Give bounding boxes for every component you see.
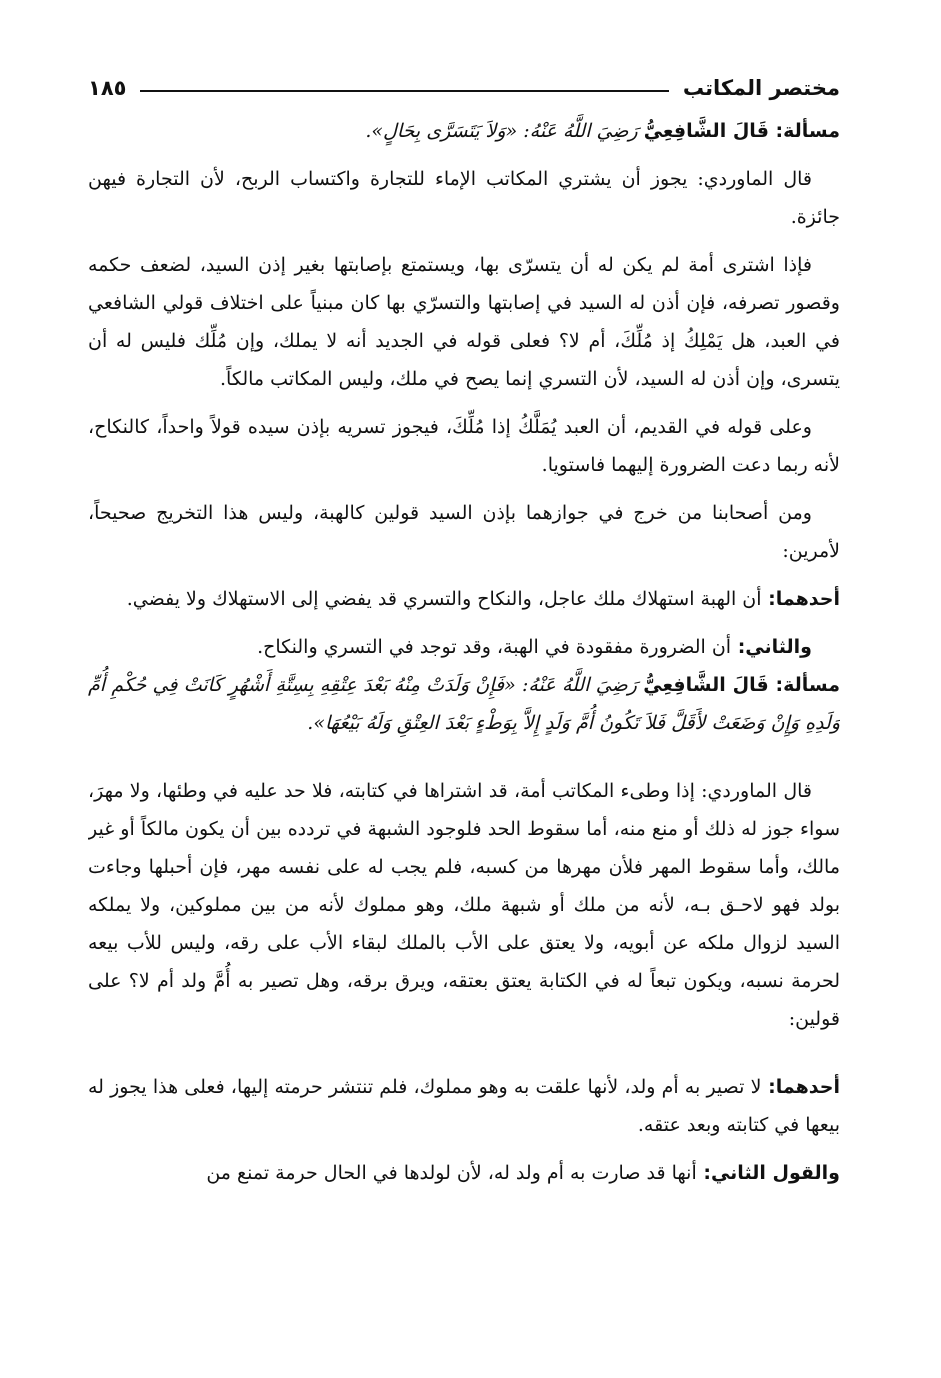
header-rule (140, 90, 668, 92)
masala-paragraph-2 (88, 666, 840, 742)
paragraph-mawardi-2 (88, 772, 840, 1038)
paragraph-companions (88, 494, 840, 570)
paragraph-old-view (88, 408, 840, 484)
paragraph-text: وعلى قوله في القديم، أن العبد يُمَلَّكُ إذا مُلِّكَ، فيجوز تسريه بإذن سيده قولاً واحداً، كالنكاح، لأنه ربما دعت الضرورة إليهما فاستويا. (88, 416, 840, 476)
opinion-label: والقول الثاني: (696, 1162, 840, 1184)
masala-label: مسألة: (768, 674, 840, 696)
paragraph-text: لا تصير به أم ولد، لأنها علقت به وهو مملوك، فلم تنتشر حرمته إليها، فعلى هذا يجوز له بيعها في كتابته وبعد عتقه. (88, 1076, 840, 1136)
paragraph-purchase (88, 246, 840, 398)
paragraph-text: قال الماوردي: يجوز أن يشتري المكاتب الإماء للتجارة واكتساب الربح، لأن التجارة فيهن جائزة. (88, 168, 840, 228)
masala-label: مسألة: (768, 120, 840, 142)
paragraph-mawardi-1 (88, 160, 840, 236)
imam-name: قَالَ الشَّافِعِيُّ (643, 120, 769, 142)
opinion-second (88, 1154, 840, 1192)
paragraph-text: أن الضرورة مفقودة في الهبة، وقد توجد في التسري والنكاح. (257, 636, 732, 658)
imam-name: قَالَ الشَّافِعِيُّ (643, 674, 769, 696)
masala-paragraph-1 (88, 112, 840, 150)
paragraph-text: فإذا اشترى أمة لم يكن له أن يتسرّى بها، ويستمتع بإصابتها بغير إذن السيد، لضعف حكمه وقصور تصرفه، فإن أذن له السيد في إصابتها والتسرّي بها كان مبنياً على اختلاف قولي الشافعي في العبد، هل يَمْلِكُ إذ مُلِّكَ، أم لا؟ فعلى قوله في الجديد أنه لا يملك، وإن مُلِّك فليس له أن يتسرى، وإن أذن له السيد، لأن التسري إنما يصح في ملك، وليس المكاتب مالكاً. (88, 254, 840, 390)
paragraph-text: أن الهبة استهلاك ملك عاجل، والنكاح والتسري قد يفضي إلى الاستهلاك ولا يفضي. (126, 588, 762, 610)
page-number: ١٨٥ (88, 76, 127, 100)
opinion-label: أحدهما: (761, 1076, 840, 1098)
page-body (88, 112, 840, 1362)
paragraph-text: ومن أصحابنا من خرج في جوازهما بإذن السيد قولين كالهبة، وليس هذا التخريج صحيحاً، لأمرين: (88, 502, 840, 562)
point-first (88, 580, 840, 618)
opinion-first (88, 1068, 840, 1144)
point-label: أحدهما: (761, 588, 840, 610)
quote-text: رَضِيَ اللَّهُ عَنْهُ: «وَلاَ يَتَسَرَّى بِحَالٍ». (365, 120, 644, 142)
paragraph-text: قال الماوردي: إذا وطىء المكاتب أمة، قد اشتراها في كتابته، فلا حد عليه في وطئها، ولا مهرَ، سواء جوز له ذلك أو منع منه، أما سقوط الحد فلوجود الشبهة في تردده بين أن يكون مالكاً أو غير مالك، وأما سقوط المهر فلأن مهرها من كسبه، فلم يجب له على نفسه مهر، فإن أحبلها وجاءت بولد فهو لاحـق بـه، لأنه من ملك أو شبهة ملك، وهو مملوك لأنه من بين مملوكين، ولا يملكه السيد لزوال ملكه عن أبويه، ولا يعتق على الأب بالملك لبقاء الأب على رقه، وليس للأب بيعه لحرمة نسبه، ويكون تبعاً له في الكتابة يعتق بعتقه، ويرق برقه، وهل تصير به أُمَّ ولد أم لا؟ على قولين: (88, 780, 840, 1030)
running-header (88, 70, 840, 106)
header-title: مختصر المكاتب (682, 76, 840, 100)
paragraph-text: أنها قد صارت به أم ولد له، لأن لولدها في الحال حرمة تمنع من (206, 1162, 697, 1184)
point-label: والثاني: (731, 636, 812, 658)
quote-text: رَضِيَ اللَّهُ عَنْهُ: «فَإِنْ وَلَدَتْ مِنْهُ بَعْدَ عِتْقِهِ بِسِتَّةِ أَشْهُرٍ كَانَتْ فِي حُكْمِ أُمِّ وَلَدِهِ وَإِنْ وَضَعَتْ لأَقَلَّ فَلاَ تَكُونُ أُمَّ وَلَدٍ إِلاَّ بِوَطْءٍ بَعْدَ العِتْقِ وَلَهُ بَيْعُهَا». (88, 674, 840, 734)
point-second (88, 628, 840, 666)
